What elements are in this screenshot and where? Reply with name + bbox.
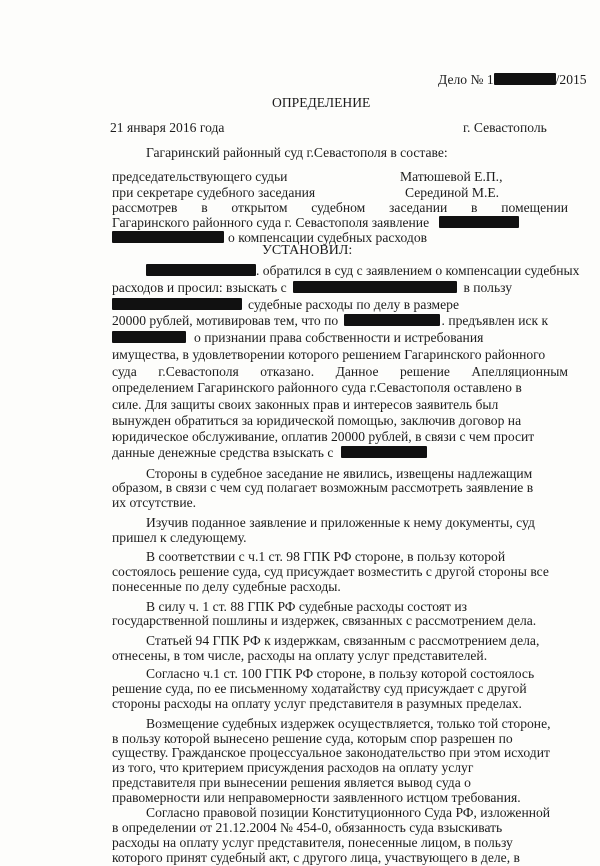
text-line: отнесены, в том числе, расходы на оплату услуг представителей. xyxy=(112,647,488,663)
hearing-line: рассмотрев в открытом судебном заседании в помещении xyxy=(112,200,568,215)
text-line: понесенные по делу судебные расходы. xyxy=(112,578,341,594)
text-line: имущества, в удовлетворении которого решением Гагаринского районного xyxy=(112,347,546,362)
judge-name: Матюшевой Е.П., xyxy=(400,169,503,184)
case-number-suffix: /2015 xyxy=(555,72,587,87)
text-line: Согласно правовой позиции Конституционного Суда РФ, изложенной xyxy=(146,804,551,820)
text-line: пришел к следующему. xyxy=(112,529,247,545)
text-line xyxy=(112,279,512,296)
redaction xyxy=(146,264,256,276)
established-heading: УСТАНОВИЛ: xyxy=(262,243,353,258)
secretary-label: при секретаре судебного заседания xyxy=(112,185,316,200)
hearing-text: о компенсации судебных расходов xyxy=(228,230,428,245)
text-line: государственной пошлины и издержек, связанных с рассмотрением дела. xyxy=(112,613,537,629)
text-line: силе. Для защиты своих законных прав и интересов заявитель был xyxy=(112,397,499,412)
text-line xyxy=(112,312,548,329)
text-line: В силу ч. 1 ст. 88 ГПК РФ судебные расходы состоят из xyxy=(146,598,467,614)
text-line: Согласно ч.1 ст. 100 ГПК РФ стороне, в пользу которой состоялось xyxy=(146,666,535,682)
text-line xyxy=(146,262,579,279)
text-line: Возмещение судебных издержек осуществляется, только той стороне, xyxy=(146,715,551,731)
text-span: судебные расходы по делу в размере xyxy=(248,297,460,312)
text-line xyxy=(112,296,459,313)
text-line: Статьей 94 ГПК РФ к издержкам, связанным с рассмотрением дела, xyxy=(146,632,540,648)
text-line: представителя при вынесении решения является вывод суда о xyxy=(112,775,471,791)
redaction xyxy=(439,216,519,228)
text-line: расходы на оплату услуг представителя, понесенные лицом, в пользу xyxy=(112,834,513,850)
redaction xyxy=(112,331,186,343)
text-line: стороны расходы на оплату услуг представителя в разумных пределах. xyxy=(112,696,522,712)
text-line: вынужден обратиться за юридической помощью, заключив договор на xyxy=(112,413,522,428)
hearing-text: Гагаринского районного суда г. Севастополя заявление xyxy=(112,215,430,230)
secretary-name: Серединой М.Е. xyxy=(405,185,500,200)
text-line: их отсутствие. xyxy=(112,495,197,511)
text-span: о признании права собственности и истребования xyxy=(194,330,484,345)
text-span: в пользу xyxy=(463,280,513,295)
judge-label: председательствующего судьи xyxy=(112,169,288,184)
text-line: юридическое обслуживание, оплатив 20000 рублей, в связи с чем просит xyxy=(112,429,535,444)
text-line: состоялось решение суда, суд присуждает возместить с другой стороны все xyxy=(112,564,549,580)
text-line: в определении от 21.12.2004 № 454-0, обязанность суда взыскивать xyxy=(112,819,503,835)
document-city: г. Севастополь xyxy=(463,120,547,135)
redaction xyxy=(344,314,440,326)
text-span: расходов и просил: взыскать с xyxy=(112,280,287,295)
redaction xyxy=(112,298,242,310)
court-intro: Гагаринский районный суд г.Севастополя в составе: xyxy=(146,145,448,160)
text-span: . обратился в суд с заявлением о компенсации судебных xyxy=(256,263,580,278)
text-line: определением Гагаринского районного суда г.Севастополя оставлено в xyxy=(112,380,522,395)
text-line: которого принят судебный акт, с другого лица, участвующего в деле, в xyxy=(112,849,520,865)
text-line xyxy=(112,329,483,346)
text-line: В соответствии с ч.1 ст. 98 ГПК РФ стороне, в пользу которой xyxy=(146,549,506,565)
text-line: Стороны в судебное заседание не явились, извещены надлежащим xyxy=(146,465,533,481)
redaction xyxy=(112,231,224,243)
text-line xyxy=(112,444,427,461)
text-line: решение суда, по ее письменному ходатайству суд присуждает с другой xyxy=(112,681,527,697)
text-line: существу. Гражданское процессуальное законодательство при этом исходит xyxy=(112,745,550,761)
text-line: образом, в связи с чем суд полагает возможным рассмотреть заявление в xyxy=(112,480,534,496)
text-line: суда г.Севастополя отказано. Данное решение Апелляционным xyxy=(112,364,568,379)
case-number xyxy=(438,71,587,88)
text-span: данные денежные средства взыскать с xyxy=(112,445,334,460)
text-span: 20000 рублей, мотивировав тем, что по xyxy=(112,313,339,328)
text-line: из того, что критерием присуждения расходов на оплату услуг xyxy=(112,760,474,776)
text-span: . предъявлен иск к xyxy=(441,313,549,328)
redaction xyxy=(494,73,556,85)
document-title: ОПРЕДЕЛЕНИЕ xyxy=(272,95,371,110)
text-line: Изучив поданное заявление и приложенные к нему документы, суд xyxy=(146,514,535,530)
document-date: 21 января 2016 года xyxy=(110,120,225,135)
text-line: в пользу которой вынесено решение суда, которым спор разрешен по xyxy=(112,730,513,746)
redaction xyxy=(341,446,427,458)
text-line: правомерности или неправомерности заявленного истцом требования. xyxy=(112,790,521,806)
case-number-prefix: Дело № 1 xyxy=(438,72,494,87)
redaction xyxy=(293,281,457,293)
